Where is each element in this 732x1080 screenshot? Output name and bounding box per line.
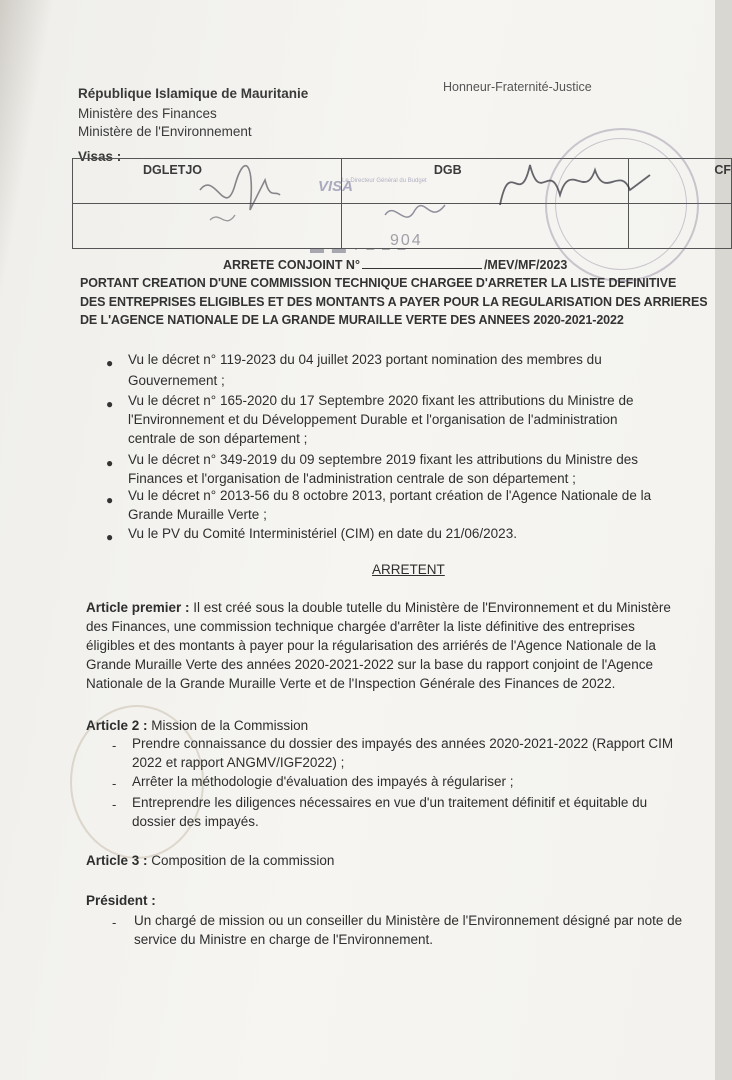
consideration-3-line-2: Finances et l'organisation de l'administration centrale de son département ; [128, 471, 576, 486]
article-1-line-1: Article premier : Il est créé sous la double tutelle du Ministère de l'Environnement et du Ministère [86, 600, 671, 615]
stamp-dashes: ▬ ▬ · ‒ ‒ ‒ [310, 240, 408, 256]
signature-dgb [380, 190, 450, 240]
consideration-3-line-1: Vu le décret n° 349-2019 du 09 septembre 2019 fixant les attributions du Ministre des [128, 452, 638, 467]
signature-cf [490, 150, 660, 220]
consideration-1-line-1: Vu le décret n° 119-2023 du 04 juillet 2023 portant nomination des membres du [128, 352, 602, 367]
dash-icon: - [112, 776, 117, 791]
consideration-1-line-2: Gouvernement ; [128, 373, 225, 388]
article-2-heading: Article 2 : Mission de la Commission [86, 718, 309, 733]
visa-cell-dgletjo: DGLETJO [73, 159, 342, 204]
ministry-finances: Ministère des Finances [78, 106, 217, 121]
article-2-item-3-line-1: Entreprendre les diligences nécessaires en vue d'un traitement définitif et équitable du [132, 795, 648, 810]
article-2-item-3-line-2: dossier des impayés. [132, 814, 259, 829]
president-label: Président : [86, 893, 156, 908]
article-1-line-5: Nationale de la Grande Muraille Verte et de l'Inspection Générale des Finances de 2022. [86, 676, 616, 691]
dash-icon: - [112, 738, 117, 753]
decree-number-line: ARRETE CONJOINT N° /MEV/MF/2023 [223, 258, 568, 272]
bullet-icon: ● [106, 397, 114, 411]
consideration-2-line-1: Vu le décret n° 165-2020 du 17 Septembre 2020 fixant les attributions du Ministre de [128, 393, 634, 408]
consideration-5-line-1: Vu le PV du Comité Interministériel (CIM) en date du 21/06/2023. [128, 526, 517, 541]
country-name: République Islamique de Mauritanie [78, 86, 309, 101]
ministry-environment: Ministère de l'Environnement [78, 124, 252, 139]
stamp-number: 904 [390, 232, 423, 249]
president-line-2: service du Ministre en charge de l'Environnement. [134, 932, 433, 947]
visa-cell-dgb: DGB [341, 159, 628, 204]
article-1-line-4: Grande Muraille Verte des années 2020-2021-2022 sur la base du rapport conjoint de l'Agence [86, 657, 653, 672]
decree-title-line-2: DES ENTREPRISES ELIGIBLES ET DES MONTANTS A PAYER POUR LA REGULARISATION DES ARRIERES [80, 295, 708, 309]
visa-cell-cf: CF [629, 159, 732, 204]
bullet-icon: ● [106, 530, 114, 544]
visa-stamp-text: VISA [318, 178, 354, 195]
president-line-1: Un chargé de mission ou un conseiller du Ministère de l'Environnement désigné par note de [134, 913, 683, 928]
bullet-icon: ● [106, 456, 114, 470]
arretent-heading: ARRETENT [372, 562, 445, 577]
article-2-item-1-line-2: 2022 et rapport ANGMV/IGF2022) ; [132, 755, 345, 770]
director-stamp-text: Le Directeur Général du Budget [342, 178, 427, 184]
article-2-item-1-line-1: Prendre connaissance du dossier des impayés des années 2020-2021-2022 (Rapport CIM [132, 736, 674, 751]
consideration-4-line-1: Vu le décret n° 2013-56 du 8 octobre 2013, portant création de l'Agence Nationale de la [128, 488, 652, 503]
article-3-heading: Article 3 : Composition de la commission [86, 853, 335, 868]
bullet-icon: ● [106, 493, 114, 507]
consideration-2-line-3: centrale de son département ; [128, 431, 308, 446]
consideration-2-line-2: l'Environnement et du Développement Durable et l'organisation de l'administration [128, 412, 618, 427]
signature-dgletjo [195, 160, 285, 240]
article-2-item-2-line-1: Arrêter la méthodologie d'évaluation des impayés à régulariser ; [132, 774, 514, 789]
article-1-line-2: des Finances, une commission technique chargée d'arrêter la liste définitive des entreprises [86, 619, 635, 634]
decree-title-line-3: DE L'AGENCE NATIONALE DE LA GRANDE MURAILLE VERTE DES ANNEES 2020-2021-2022 [80, 313, 624, 327]
decree-title-line-1: PORTANT CREATION D'UNE COMMISSION TECHNIQUE CHARGEE D'ARRETER LA LISTE DEFINITIVE [80, 276, 677, 290]
dash-icon: - [112, 915, 117, 930]
consideration-4-line-2: Grande Muraille Verte ; [128, 507, 267, 522]
national-motto: Honneur-Fraternité-Justice [443, 80, 592, 94]
article-1-line-3: éligibles et des montants à payer pour la régularisation des arriérés de l'Agence Nationale de la [86, 638, 656, 653]
dash-icon: - [112, 797, 117, 812]
visas-label: Visas : [78, 149, 122, 164]
bullet-icon: ● [106, 356, 114, 370]
